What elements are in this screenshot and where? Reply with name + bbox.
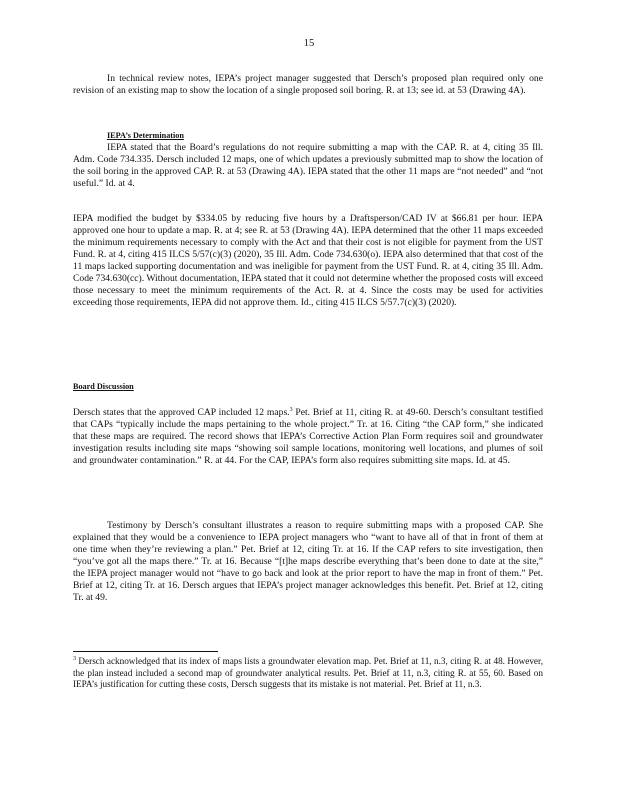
footnote-number: 3	[73, 655, 76, 662]
paragraph-dersch-states-text-b: Pet. Brief at 11, citing R. at 49-60. Dersch’s consultant testified that CAPs “typically include the maps pertaining to the whole project.” Tr. at 16. Citing “the CAP form,” she indicated that these maps are required. The record shows that IEPA’s Corrective Action Plan Form requires soil and groundwater investigation results including site maps “showing soil sample locations, monitoring well locations, and plumes of soil and groundwater contamination.” R. at 44. For the CAP, IEPA’s form also requires submitting site maps. Id. at 45.	[73, 407, 543, 466]
paragraph-dersch-states	[73, 407, 543, 467]
page-number: 15	[303, 38, 315, 49]
footnote	[73, 656, 543, 691]
heading-board-discussion: Board Discussion	[73, 382, 134, 391]
paragraph-iepa-modified: IEPA modified the budget by $334.05 by reducing five hours by a Draftsperson/CAD IV at $66.81 per hour. IEPA approved one hour to update a map. R. at 4; see R. at 53 (Drawing 4A). IEPA determined that the other 11 maps exceeded the minimum requirements necessary to comply with the Act and that their cost is not eligible for payment from the UST Fund. R. at 4, citing 415 ILCS 5/57(c)(3) (2020), 35 Ill. Adm. Code 734.630(o). IEPA also determined that that cost of the 11 maps lacked supporting documentation and was ineligible for payment from the UST Fund. R. at 4, citing 35 Ill. Adm. Code 734.630(cc). Without documentation, IEPA stated that it could not determine whether the proposed costs will exceed those necessary to meet the minimum requirements of the Act. R. at 4. Since the costs may be used for activities exceeding those requirements, IEPA did not approve them. Id., citing 415 ILCS 5/57.7(c)(3) (2020).	[73, 213, 543, 308]
heading-iepa-determination: IEPA’s Determination	[107, 131, 184, 140]
paragraph-testimony: Testimony by Dersch’s consultant illustrates a reason to require submitting maps with a proposed CAP. She explained that they would be a convenience to IEPA project managers who “want to have all of that in front of them at one time when they’re reviewing a plan.” Pet. Brief at 12, citing Tr. at 16. If the CAP refers to site investigation, then “you’ve got all the maps there.” Tr. at 16. Because “[t]he maps describe everything that’s been done to date at the site,” the IEPA project manager would not “have to go back and look at the prior report to have the map in front of them.” Pet. Brief at 12, citing Tr. at 16. Dersch argues that IEPA’s project manager acknowledges this benefit. Pet. Brief at 12, citing Tr. at 49.	[73, 520, 543, 603]
footnote-text: Dersch acknowledged that its index of maps lists a groundwater elevation map. Pet. Brief at 11, n.3, citing R. at 48. However, the plan instead included a second map of groundwater analytical results. Pet. Brief at 11, n.3, citing R. at 55, 60. Based on IEPA’s justification for cutting these costs, Dersch suggests that its mistake is not material. Pet. Brief at 11, n.3.	[73, 656, 543, 689]
paragraph-iepa-stated: IEPA stated that the Board’s regulations do not require submitting a map with the CAP. R. at 4, citing 35 Ill. Adm. Code 734.335. Dersch included 12 maps, one of which updates a previously submitted map to show the location of the soil boring in the approved CAP. R. at 53 (Drawing 4A). IEPA stated that the other 11 maps are “not needed” and “not useful.” Id. at 4.	[73, 142, 543, 189]
footnote-divider	[73, 651, 218, 652]
footnote-reference: 3	[289, 406, 293, 413]
paragraph-dersch-states-text-a: Dersch states that the approved CAP included 12 maps.	[73, 407, 290, 418]
paragraph-technical-review: In technical review notes, IEPA’s project manager suggested that Dersch’s proposed plan required only one revision of an existing map to show the location of a single proposed soil boring. R. at 13; see id. at 53 (Drawing 4A).	[73, 73, 543, 96]
